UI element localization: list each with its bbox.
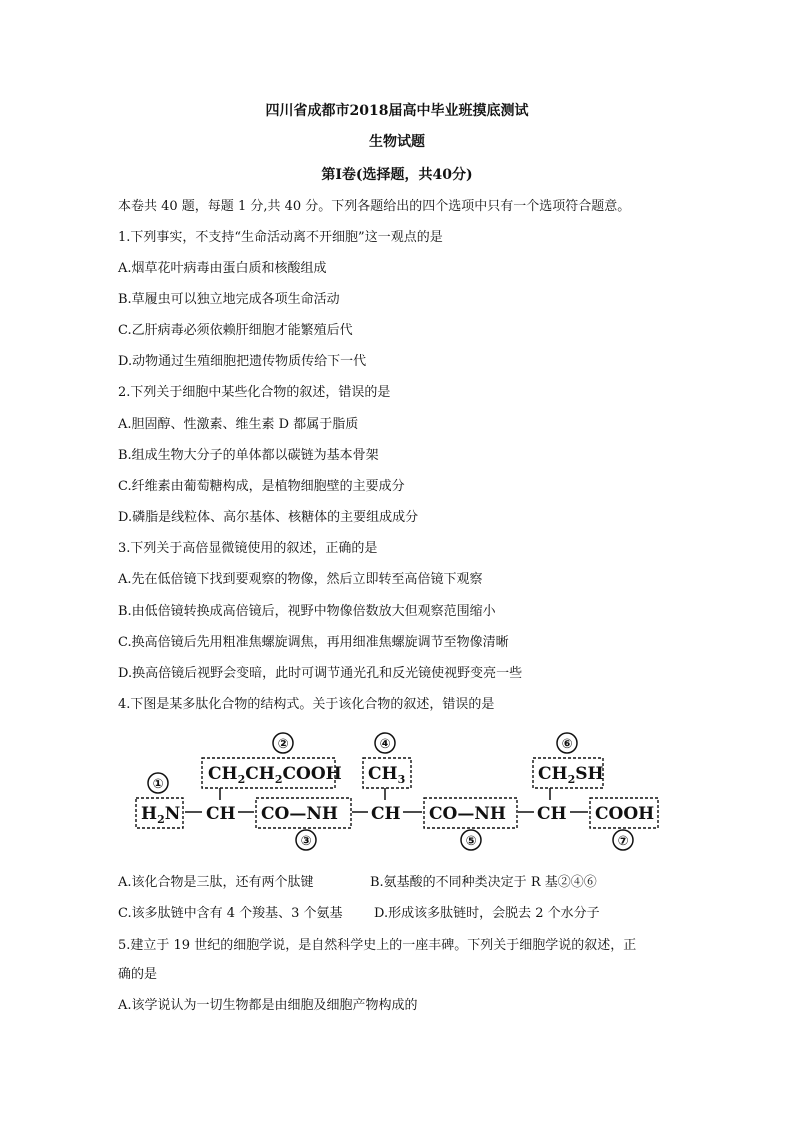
question-1-option-b: B.草履虫可以独立地完成各项生命活动 — [118, 292, 340, 307]
question-1-option-d: D.动物通过生殖细胞把遗传物质传给下一代 — [118, 354, 367, 369]
r-group-4-text: $CH_3$ — [368, 764, 406, 786]
section-title: 第Ⅰ卷(选择题，共40分) — [321, 167, 473, 183]
label-5 — [461, 830, 481, 850]
question-2-stem: 2.下列关于细胞中某些化合物的叙述，错误的是 — [118, 385, 391, 400]
peptide-bond-5-text: CO—NH — [429, 804, 506, 824]
label-4 — [375, 733, 395, 753]
question-4-option-a: A.该化合物是三肽，还有两个肽键 — [118, 875, 314, 890]
question-3-option-c: C.换高倍镜后先用粗准焦螺旋调焦，再用细准焦螺旋调节至物像清晰 — [118, 635, 509, 650]
question-4-option-c: C.该多肽链中含有 4 个羧基、3 个氨基 — [118, 906, 343, 921]
question-1-option-a: A.烟草花叶病毒由蛋白质和核酸组成 — [118, 261, 327, 276]
intro-text: 本卷共 40 题，每题 1 分,共 40 分。下列各题给出的四个选项中只有一个选项符合题意。 — [118, 199, 631, 214]
label-3 — [296, 830, 316, 850]
polypeptide-structure-diagram — [130, 728, 670, 858]
label-5-text: ⑤ — [465, 834, 477, 849]
question-4-option-d: D.形成该多肽链时，会脱去 2 个水分子 — [374, 906, 600, 921]
question-2-option-d: D.磷脂是线粒体、高尔基体、核糖体的主要组成成分 — [118, 510, 419, 525]
subject-title: 生物试题 — [369, 134, 425, 150]
label-7-text: ⑦ — [617, 834, 629, 849]
question-5-stem-line-2: 确的是 — [118, 967, 158, 982]
exam-title: 四川省成都市2018届高中毕业班摸底测试 — [265, 103, 529, 119]
r-group-6-text: $CH_2SH$ — [538, 764, 604, 786]
question-2-option-b: B.组成生物大分子的单体都以碳链为基本骨架 — [118, 448, 379, 463]
question-3-stem: 3.下列关于高倍显微镜使用的叙述，正确的是 — [118, 541, 378, 556]
alpha-carbon-3: CH — [537, 804, 567, 824]
question-2-option-c: C.纤维素由葡萄糖构成，是植物细胞壁的主要成分 — [118, 479, 405, 494]
question-1-option-c: C.乙肝病毒必须依赖肝细胞才能繁殖后代 — [118, 323, 353, 338]
label-4-text: ④ — [379, 737, 391, 752]
question-3-option-a: A.先在低倍镜下找到要观察的物像，然后立即转至高倍镜下观察 — [118, 572, 483, 587]
question-5-stem-line-1: 5.建立于 19 世纪的细胞学说，是自然科学史上的一座丰碑。下列关于细胞学说的叙述，正 — [118, 938, 637, 953]
question-5-option-a: A.该学说认为一切生物都是由细胞及细胞产物构成的 — [118, 998, 418, 1013]
label-2-text: ② — [277, 737, 289, 752]
peptide-bond-3-text: CO—NH — [261, 804, 338, 824]
label-1-text: ① — [152, 777, 164, 792]
amino-group-text: $H_2N$ — [141, 804, 181, 826]
question-2-option-a: A.胆固醇、性激素、维生素 D 都属于脂质 — [118, 417, 359, 432]
question-3-option-b: B.由低倍镜转换成高倍镜后，视野中物像倍数放大但观察范围缩小 — [118, 604, 496, 619]
label-2 — [273, 733, 293, 753]
label-3-text: ③ — [300, 834, 312, 849]
alpha-carbon-2: CH — [371, 804, 401, 824]
label-6-text: ⑥ — [561, 737, 573, 752]
r-group-2-text: $CH_2CH_2COOH$ — [208, 764, 342, 786]
question-1-stem: 1.下列事实，不支持“生命活动离不开细胞”这一观点的是 — [118, 230, 443, 245]
alpha-carbon-1: CH — [206, 804, 236, 824]
question-4-stem: 4.下图是某多肽化合物的结构式。关于该化合物的叙述，错误的是 — [118, 697, 495, 712]
label-6 — [557, 733, 577, 753]
label-1 — [148, 773, 168, 793]
question-3-option-d: D.换高倍镜后视野会变暗，此时可调节通光孔和反光镜使视野变亮一些 — [118, 666, 523, 681]
carboxyl-group-text: COOH — [595, 804, 655, 824]
question-4-option-b: B.氨基酸的不同种类决定于 R 基②④⑥ — [370, 875, 597, 890]
label-7 — [613, 830, 633, 850]
